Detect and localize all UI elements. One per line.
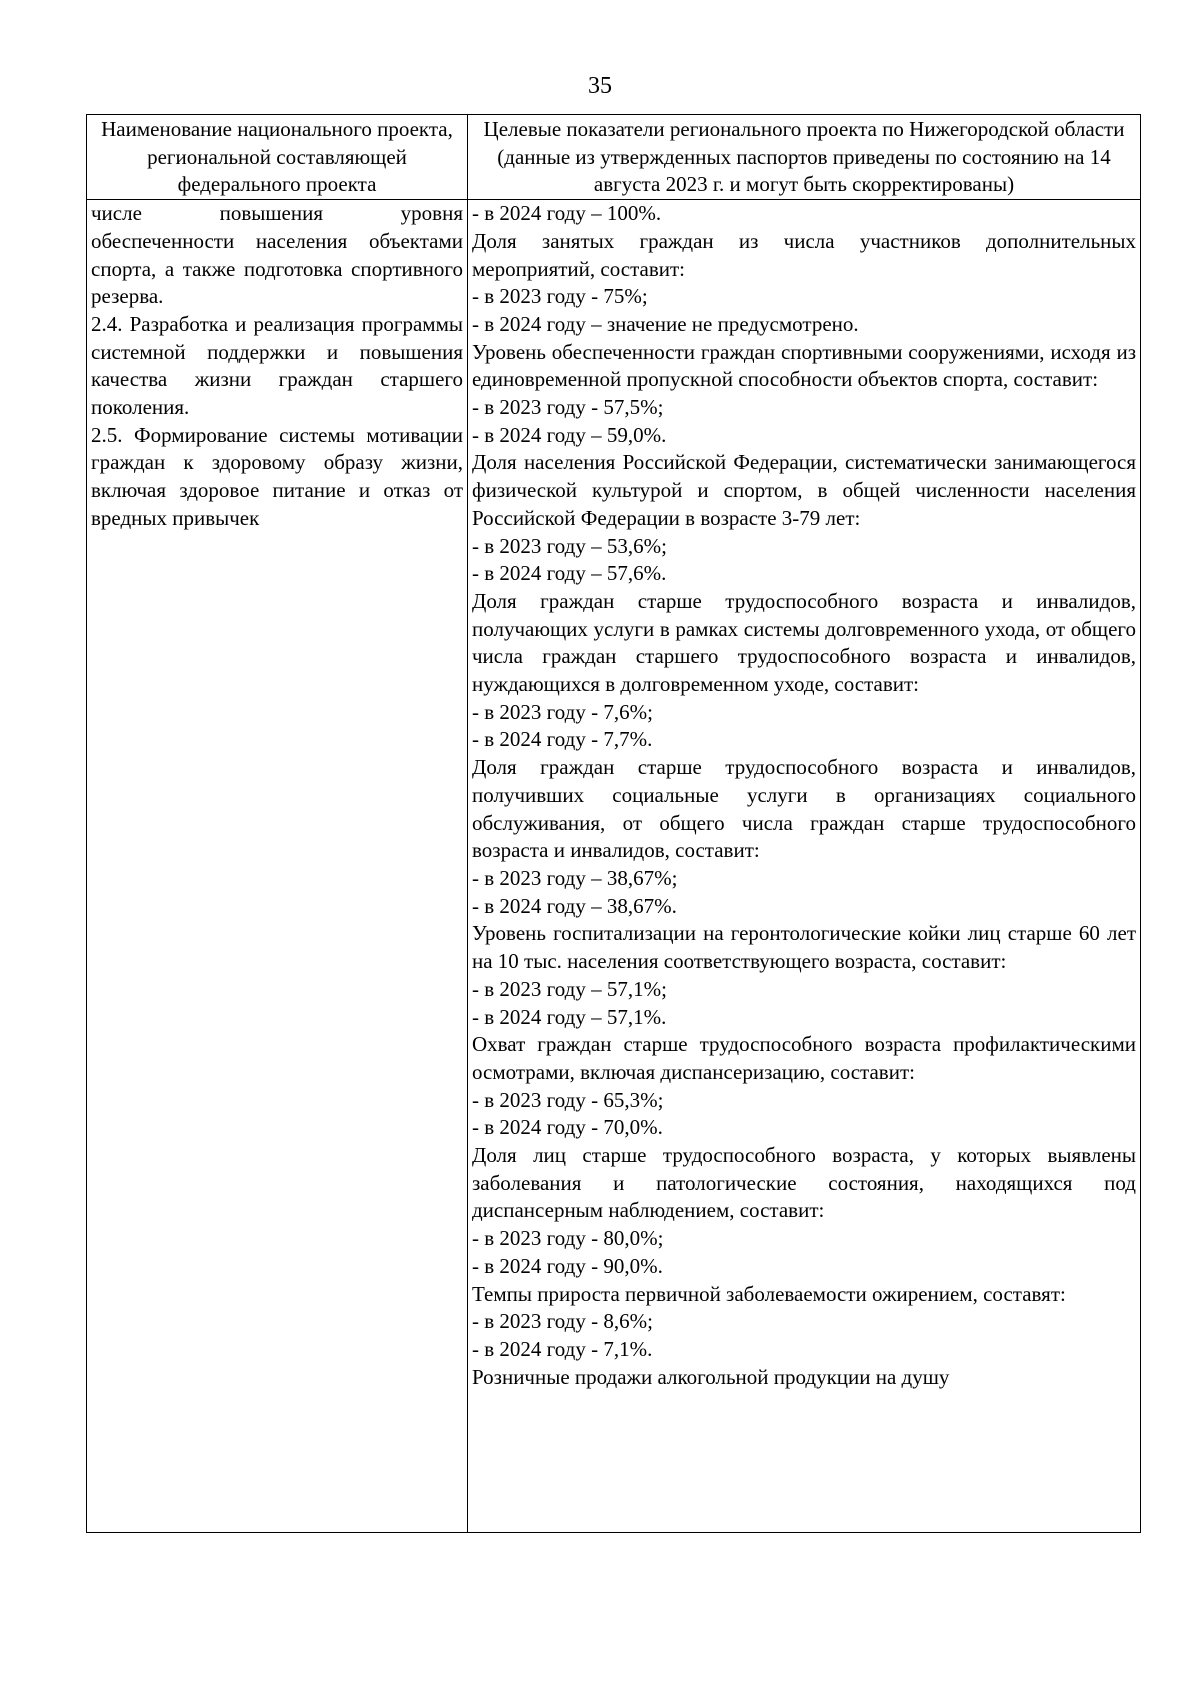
project-components-cell [87, 200, 468, 1533]
indicator-line: - в 2023 году - 7,6%; [472, 699, 653, 724]
indicator-line: - в 2024 году – 57,6%. [472, 561, 667, 586]
page-number: 35 [588, 73, 612, 99]
table-header-row [87, 115, 1141, 200]
indicator-line: - в 2024 году – 38,67%. [472, 893, 677, 918]
indicator-line: Доля граждан старше трудоспособного возраста и инвалидов, получивших социальные услуги в организациях социального обслуживания, от общего числа граждан старше трудоспособного возраста и инвалидов, составит: [472, 755, 1136, 863]
indicator-line: - в 2024 году – 59,0%. [472, 422, 667, 447]
indicator-line: - в 2024 году - 90,0%. [472, 1253, 663, 1278]
indicator-line: - в 2024 году - 7,7%. [472, 727, 653, 752]
indicator-values-list [472, 200, 1136, 1391]
indicator-line: - в 2023 году - 8,6%; [472, 1309, 653, 1334]
header-project-name: Наименование национального проекта, региональной составляющей федерального проекта [87, 115, 468, 200]
indicator-values-cell [468, 200, 1141, 1533]
indicator-line: Розничные продажи алкогольной продукции на душу [472, 1364, 950, 1389]
indicator-line: - в 2023 году – 38,67%; [472, 865, 678, 890]
indicator-line: Доля граждан старше трудоспособного возраста и инвалидов, получающих услуги в рамках системы долговременного ухода, от общего числа граждан старшего трудоспособного возраста и инвалидов, нуждающихся в долговременном уходе, составит: [472, 588, 1136, 697]
component-paragraph: 2.5. Формирование системы мотивации граждан к здоровому образу жизни, включая здоровое питание и отказ от вредных привычек [91, 422, 463, 530]
indicator-line: - в 2023 году - 80,0%; [472, 1226, 664, 1251]
indicator-line: Доля лиц старше трудоспособного возраста, у которых выявлены заболевания и патологические состояния, находящихся под диспансерным наблюдением, составит: [472, 1143, 1136, 1223]
indicator-line: - в 2024 году - 70,0%. [472, 1115, 663, 1140]
indicator-line: Уровень госпитализации на геронтологические койки лиц старше 60 лет на 10 тыс. населения соответствующего возраста, составит: [472, 921, 1136, 974]
indicator-line: - в 2024 году – значение не предусмотрено. [472, 311, 859, 336]
component-paragraph: числе повышения уровня обеспеченности населения объектами спорта, а также подготовка спортивного резерва. [91, 201, 463, 309]
indicators-table [86, 114, 1141, 1533]
indicator-line: - в 2023 году - 65,3%; [472, 1087, 664, 1112]
indicator-line: - в 2024 году – 100%. [472, 201, 662, 226]
header-target-indicators: Целевые показатели регионального проекта по Нижегородской области (данные из утвержденных паспортов приведены по состоянию на 14 августа 2023 г. и могут быть скорректированы) [468, 115, 1141, 200]
indicator-line: - в 2023 году - 75%; [472, 284, 648, 309]
project-components-list [91, 200, 463, 532]
indicator-line: Темпы прироста первичной заболеваемости ожирением, составят: [472, 1281, 1066, 1306]
indicator-line: Доля занятых граждан из числа участников дополнительных мероприятий, составит: [472, 228, 1136, 281]
indicator-line: Уровень обеспеченности граждан спортивными сооружениями, исходя из единовременной пропускной способности объектов спорта, составит: [472, 339, 1136, 392]
indicator-line: - в 2023 году – 53,6%; [472, 533, 667, 558]
indicator-line: Охват граждан старше трудоспособного возраста профилактическими осмотрами, включая диспансеризацию, составит: [472, 1032, 1136, 1084]
indicator-line: - в 2023 году - 57,5%; [472, 395, 664, 420]
table-row [87, 200, 1141, 1533]
component-paragraph: 2.4. Разработка и реализация программы системной поддержки и повышения качества жизни граждан старшего поколения. [91, 311, 463, 420]
indicator-line: - в 2024 году - 7,1%. [472, 1336, 653, 1361]
indicator-line: - в 2023 году – 57,1%; [472, 976, 667, 1001]
indicator-line: Доля населения Российской Федерации, систематически занимающегося физической культурой и спортом, в общей численности населения Российской Федерации в возрасте 3-79 лет: [472, 450, 1136, 530]
indicator-line: - в 2024 году – 57,1%. [472, 1004, 667, 1029]
